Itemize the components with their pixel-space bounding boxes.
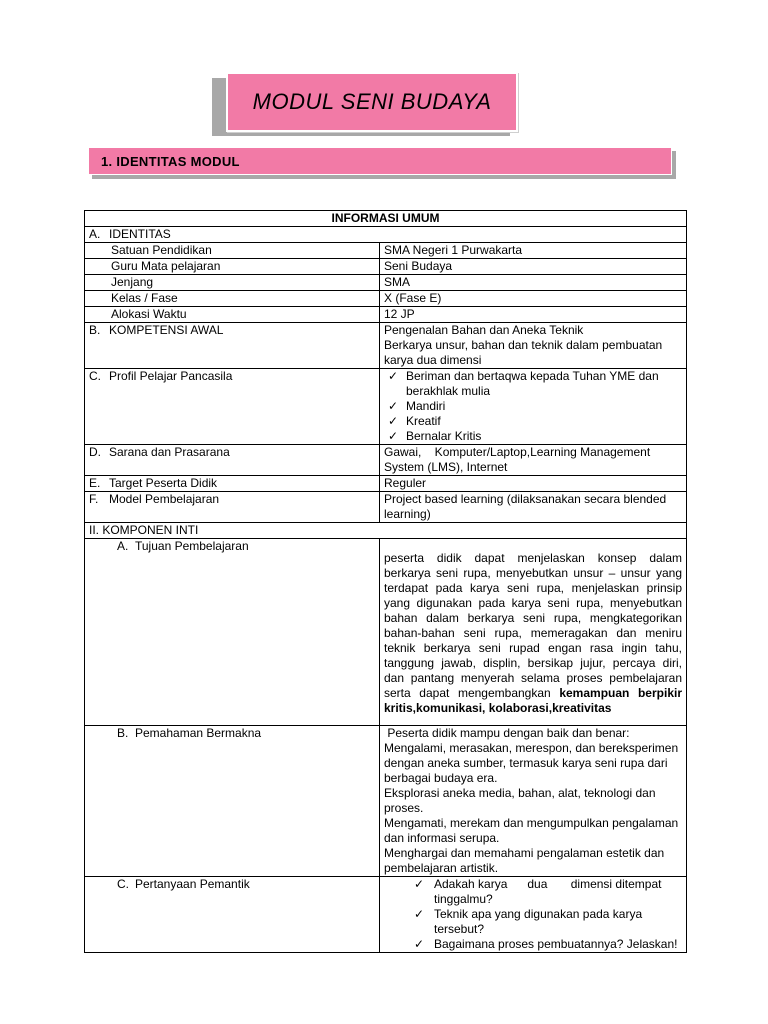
title-banner-box xyxy=(226,72,518,132)
row-key: Guru Mata pelajaran xyxy=(85,259,380,275)
module-title-banner xyxy=(212,72,510,136)
model-label: Model Pembelajaran xyxy=(109,492,220,506)
row-value: X (Fase E) xyxy=(380,291,687,307)
section-heading: 1. IDENTITAS MODUL xyxy=(101,153,240,169)
pemahaman-letter: B. xyxy=(117,726,129,740)
table-row xyxy=(85,259,687,275)
profil-label: Profil Pelajar Pancasila xyxy=(109,369,233,383)
pemahaman-line: Mengalami, merasakan, merespon, dan bereksperimen dengan aneka sumber, termasuk karya seni rupa dari berbagai budaya era. xyxy=(384,741,679,785)
target-letter: E. xyxy=(89,476,101,490)
checkmark-icon: ✓ xyxy=(414,937,425,951)
target-value: Reguler xyxy=(380,476,687,492)
model-value: Project based learning (dilaksanakan secara blended learning) xyxy=(380,492,687,523)
pertanyaan-list xyxy=(384,877,682,952)
komponen-inti-row xyxy=(85,523,687,539)
kompetensi-letter: B. xyxy=(89,323,101,337)
tujuan-row xyxy=(85,539,687,726)
checkmark-icon: ✓ xyxy=(388,429,399,443)
profil-letter: C. xyxy=(89,369,101,383)
section-banner-box xyxy=(88,147,672,175)
table-header: INFORMASI UMUM xyxy=(85,211,687,227)
identitas-row xyxy=(85,227,687,243)
list-item: ✓ Mandiri xyxy=(388,399,446,413)
pemahaman-label: Pemahaman Bermakna xyxy=(135,726,262,740)
row-key: Kelas / Fase xyxy=(85,291,380,307)
row-key: Satuan Pendidikan xyxy=(85,243,380,259)
sarana-value: Gawai, Komputer/Laptop,Learning Management System (LMS), Internet xyxy=(380,445,687,476)
pemahaman-row xyxy=(85,726,687,877)
pemahaman-line: Menghargai dan memahami pengalaman estetik dan pembelajaran artistik. xyxy=(384,846,665,875)
komponen-inti-heading: II. KOMPONEN INTI xyxy=(85,523,687,539)
pertanyaan-letter: C. xyxy=(117,877,129,891)
tujuan-letter: A. xyxy=(117,539,129,553)
identitas-letter: A. xyxy=(89,227,101,241)
row-value: Seni Budaya xyxy=(380,259,687,275)
pemahaman-line: Mengamati, merekam dan mengumpulkan pengalaman dan informasi serupa. xyxy=(384,816,679,845)
pemahaman-line: Eksplorasi aneka media, bahan, alat, teknologi dan proses. xyxy=(384,786,656,815)
table-row xyxy=(85,291,687,307)
pemahaman-line: Peserta didik mampu dengan baik dan benar: xyxy=(384,726,630,740)
checkmark-icon: ✓ xyxy=(388,399,399,413)
table-header-row xyxy=(85,211,687,227)
sarana-letter: D. xyxy=(89,445,101,459)
kompetensi-row xyxy=(85,323,687,369)
row-value: 12 JP xyxy=(380,307,687,323)
checkmark-icon: ✓ xyxy=(388,369,399,383)
row-value: SMA Negeri 1 Purwakarta xyxy=(380,243,687,259)
target-label: Target Peserta Didik xyxy=(109,476,218,490)
model-row xyxy=(85,492,687,523)
profil-row xyxy=(85,369,687,445)
list-item: ✓ Beriman dan bertaqwa kepada Tuhan YME dan berakhlak mulia xyxy=(388,369,659,398)
tujuan-label: Tujuan Pembelajaran xyxy=(135,539,249,553)
list-item: ✓ Adakah karya dua dimensi ditempat tinggalmu? xyxy=(414,877,665,906)
module-info-table xyxy=(84,210,687,953)
row-key: Alokasi Waktu xyxy=(85,307,380,323)
model-letter: F. xyxy=(89,492,99,506)
pertanyaan-row xyxy=(85,877,687,953)
checkmark-icon: ✓ xyxy=(414,877,425,891)
identitas-label: IDENTITAS xyxy=(109,227,171,241)
list-item: ✓ Teknik apa yang digunakan pada karya tersebut? xyxy=(414,907,643,936)
kompetensi-line1: Pengenalan Bahan dan Aneka Teknik xyxy=(384,323,584,337)
tujuan-text: peserta didik dapat menjelaskan konsep dalam berkarya seni rupa, menyebutkan unsur – unsur yang terdapat pada karya seni rupa, menjelaskan prinsip yang digunakan pada karya seni rupa, menyebutkan bahan dalam berkarya seni rupa, mengkategorikan bahan-bahan seni rupa, memeragakan dan meniru teknik berkarya seni rupad engan rasa ingin tahu, tanggung jawab, displin, bersikap jujur, percaya diri, dan pantang menyerah selama proses pembelajaran serta dapat mengembangkan xyxy=(384,551,682,700)
kompetensi-label: KOMPETENSI AWAL xyxy=(109,323,224,337)
section-heading-banner xyxy=(88,147,676,179)
checkmark-icon: ✓ xyxy=(414,907,425,921)
list-item: ✓ Kreatif xyxy=(388,414,441,428)
sarana-row xyxy=(85,445,687,476)
table-row xyxy=(85,307,687,323)
profil-list xyxy=(384,369,682,444)
target-row xyxy=(85,476,687,492)
table-row xyxy=(85,243,687,259)
sarana-label: Sarana dan Prasarana xyxy=(109,445,230,459)
row-value: SMA xyxy=(380,275,687,291)
kompetensi-line2: Berkarya unsur, bahan dan teknik dalam pembuatan karya dua dimensi xyxy=(384,338,663,367)
pertanyaan-label: Pertanyaan Pemantik xyxy=(135,877,250,891)
table-row xyxy=(85,275,687,291)
tujuan-bold-text: kemampuan berpikir kritis,komunikasi, kolaborasi,kreativitas xyxy=(384,686,682,715)
row-key: Jenjang xyxy=(85,275,380,291)
list-item: ✓ Bernalar Kritis xyxy=(388,429,482,443)
module-title: MODUL SENI BUDAYA xyxy=(252,89,492,114)
list-item: ✓ Bagaimana proses pembuatannya? Jelaskan! xyxy=(414,937,678,951)
checkmark-icon: ✓ xyxy=(388,414,399,428)
